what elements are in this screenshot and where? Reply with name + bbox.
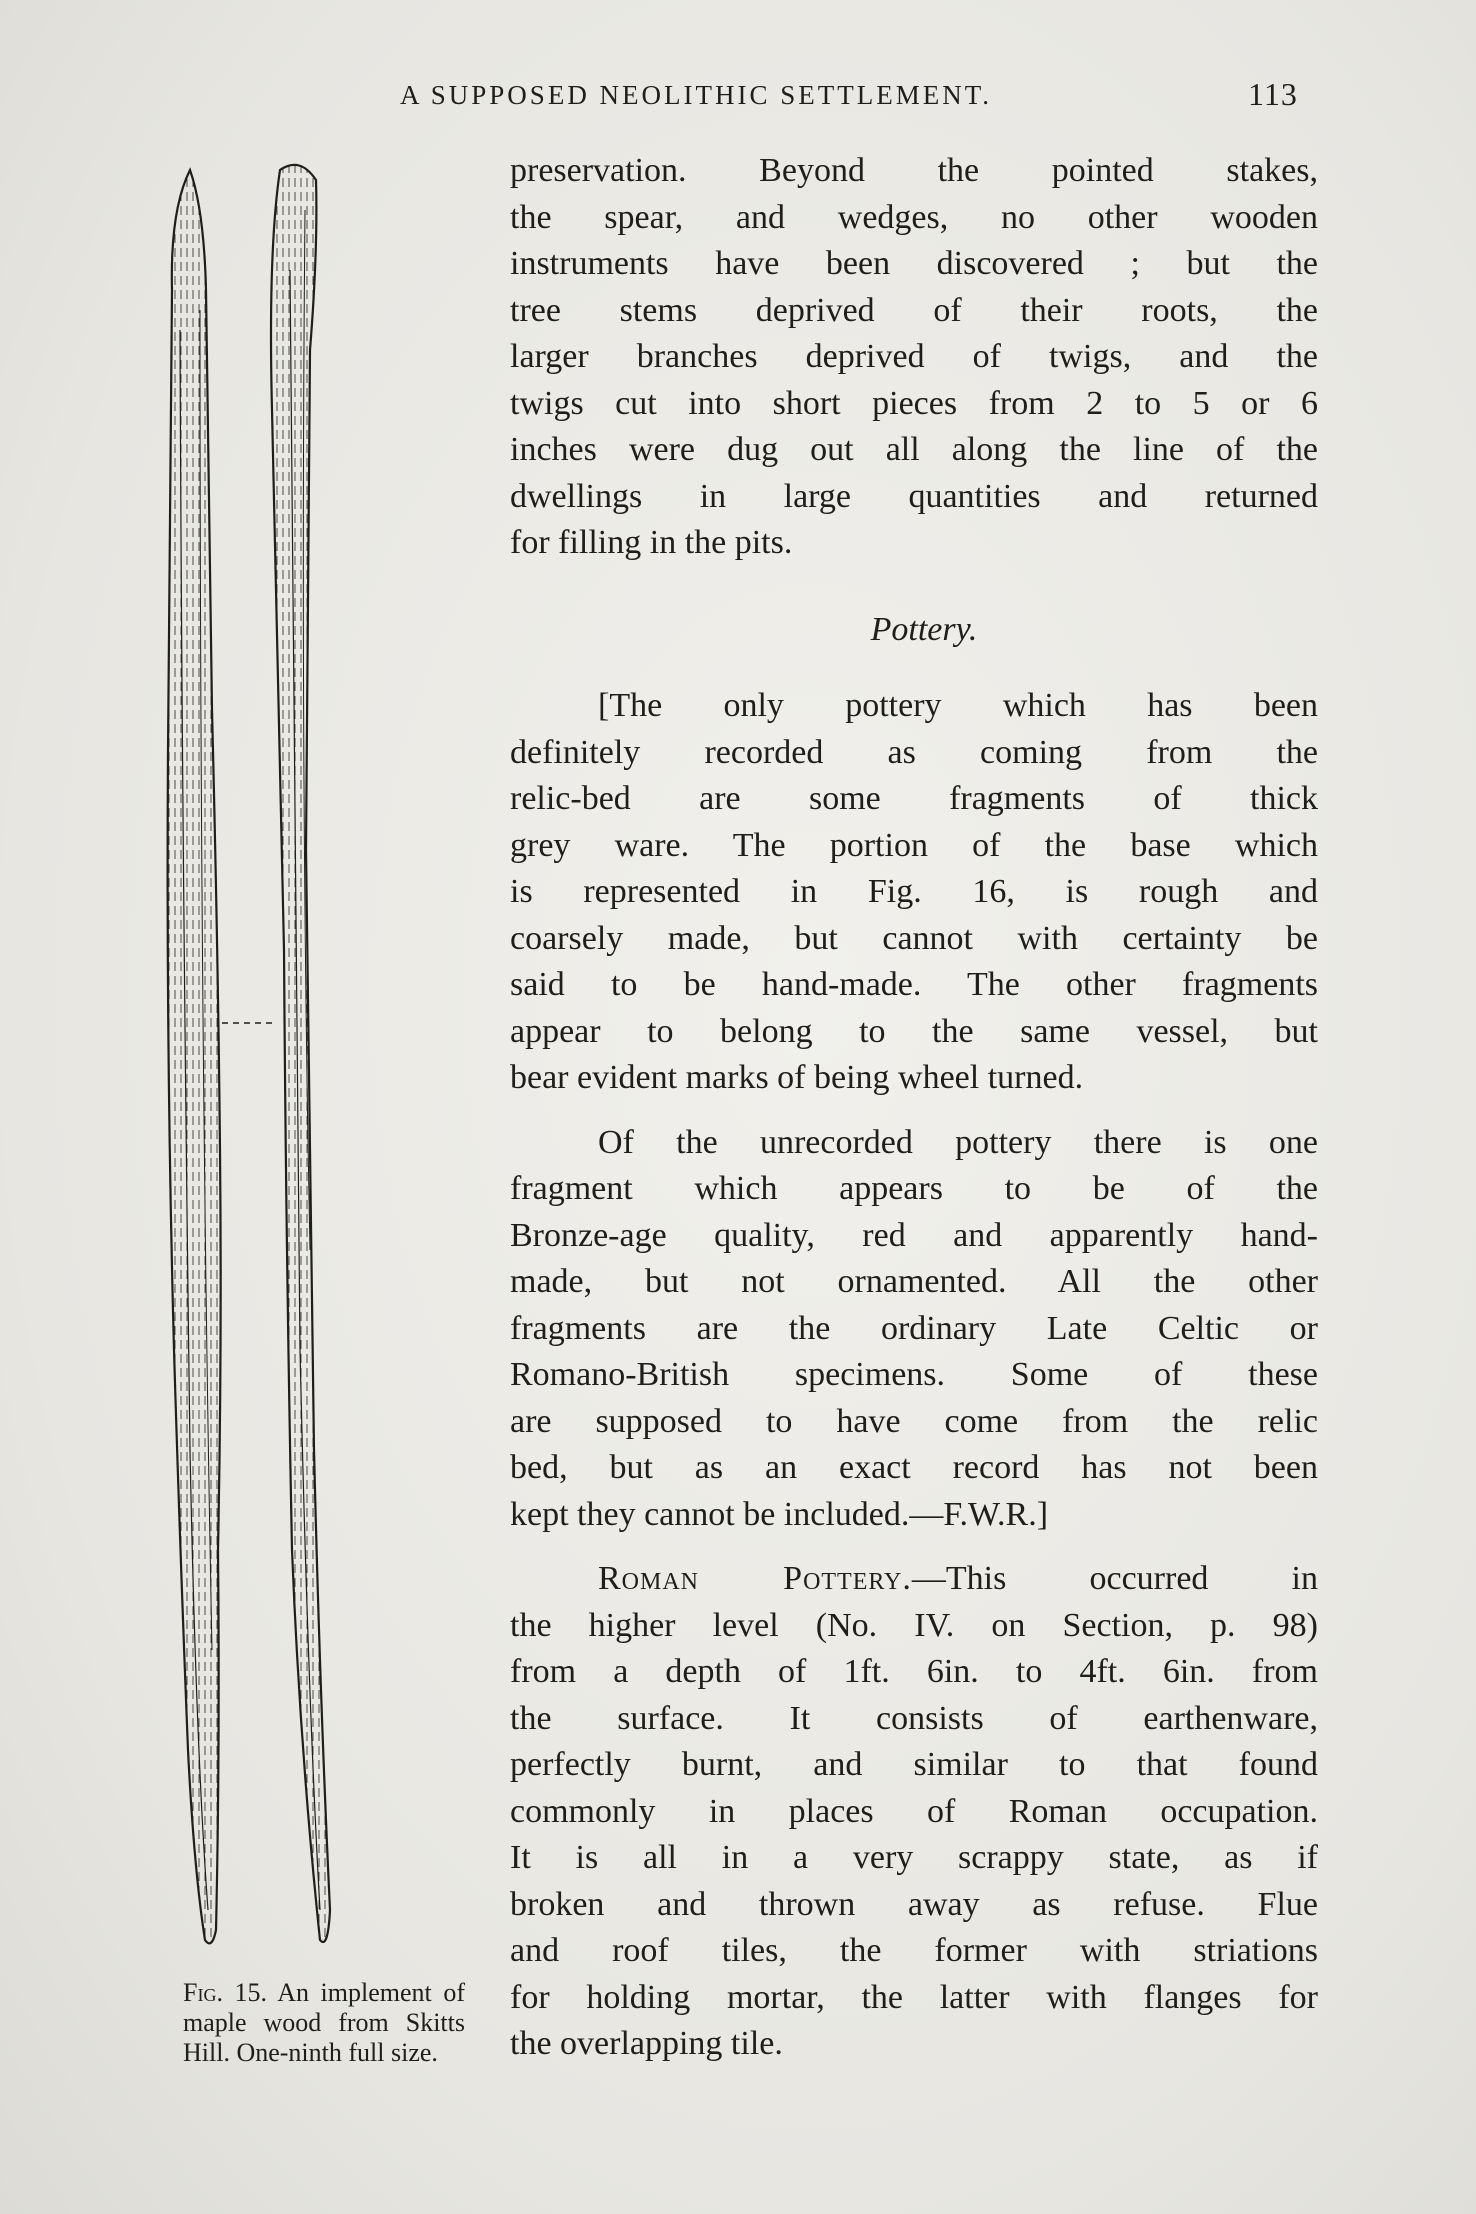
text-line: made, but not ornamented. All the other	[510, 1263, 1318, 1300]
text-line: [The only pottery which has been	[598, 687, 1318, 724]
text-line: fragment which appears to be of the	[510, 1170, 1318, 1207]
text-line: inches were dug out all along the line of the	[510, 431, 1318, 468]
text-line: bear evident marks of being wheel turned.	[510, 1059, 1084, 1096]
text-line: for holding mortar, the latter with flanges for	[510, 1978, 1318, 2016]
text-line: Of the unrecorded pottery there is one	[598, 1123, 1318, 1161]
text-line: the spear, and wedges, no other wooden	[510, 198, 1318, 236]
text-line: relic-bed are some fragments of thick	[510, 780, 1318, 817]
text-line: dwellings in large quantities and returned	[510, 477, 1318, 515]
text-line: said to be hand-made. The other fragments	[510, 966, 1318, 1003]
text-line: from a depth of 1ft. 6in. to 4ft. 6in. from	[510, 1653, 1318, 1690]
text-line: is represented in Fig. 16, is rough and	[510, 873, 1318, 910]
section-heading-pottery: Pottery.	[870, 610, 978, 648]
figure-15-illustration	[160, 150, 460, 1980]
text-line: the higher level (No. IV. on Section, p. 98)	[510, 1606, 1318, 1644]
text-line: coarsely made, but cannot with certainty be	[510, 919, 1318, 957]
running-title: A SUPPOSED NEOLITHIC SETTLEMENT.	[400, 80, 992, 110]
text-line: instruments have been discovered ; but the	[510, 245, 1318, 282]
text-line: larger branches deprived of twigs, and the	[510, 338, 1318, 375]
text-line: kept they cannot be included.—F.W.R.]	[510, 1495, 1049, 1533]
text-line: It is all in a very scrappy state, as if	[510, 1839, 1318, 1876]
text-line: the surface. It consists of earthenware,	[510, 1699, 1318, 1737]
text-line: for filling in the pits.	[510, 524, 793, 561]
text-line: Bronze-age quality, red and apparently hand-	[510, 1216, 1318, 1254]
wooden-implement-drawing	[160, 150, 460, 1980]
body-text	[510, 148, 1318, 2068]
text-line: the overlapping tile.	[510, 2025, 783, 2062]
text-line: grey ware. The portion of the base which	[510, 826, 1318, 864]
text-line: fragments are the ordinary Late Celtic or	[510, 1309, 1318, 1347]
text-line	[510, 1556, 1318, 1603]
roman-pottery-lead-rest: —This occurred in	[911, 1560, 1318, 1597]
figure-caption	[183, 1978, 465, 2068]
text-line: are supposed to have come from the relic	[510, 1402, 1318, 1440]
implement-right-view	[271, 165, 330, 1942]
paragraph-pottery-unrecorded	[510, 1120, 1318, 1539]
text-line: commonly in places of Roman occupation.	[510, 1792, 1318, 1830]
figure-label: Fig. 15.	[183, 1978, 268, 2007]
text-line: broken and thrown away as refuse. Flue	[510, 1885, 1318, 1923]
text-line: definitely recorded as coming from the	[510, 733, 1318, 771]
paragraph-roman-pottery	[510, 1556, 1318, 2068]
figure-caption-text: An implement of maple wood from Skitts Hill. One-ninth full size.	[183, 1978, 465, 2067]
text-line: bed, but as an exact record has not been	[510, 1449, 1318, 1486]
paragraph-pottery-recorded	[510, 683, 1318, 1102]
page-number: 113	[1248, 76, 1298, 112]
text-line: preservation. Beyond the pointed stakes,	[510, 152, 1318, 189]
text-line: Romano-British specimens. Some of these	[510, 1356, 1318, 1393]
text-line: perfectly burnt, and similar to that found	[510, 1746, 1318, 1783]
text-line: tree stems deprived of their roots, the	[510, 291, 1318, 329]
text-line: twigs cut into short pieces from 2 to 5 or 6	[510, 384, 1318, 422]
text-line: appear to belong to the same vessel, but	[510, 1012, 1318, 1050]
paragraph-preservation	[510, 148, 1318, 567]
roman-pottery-lead: Roman Pottery.	[598, 1560, 912, 1597]
text-line: and roof tiles, the former with striations	[510, 1932, 1318, 1969]
implement-left-view	[168, 170, 221, 1943]
